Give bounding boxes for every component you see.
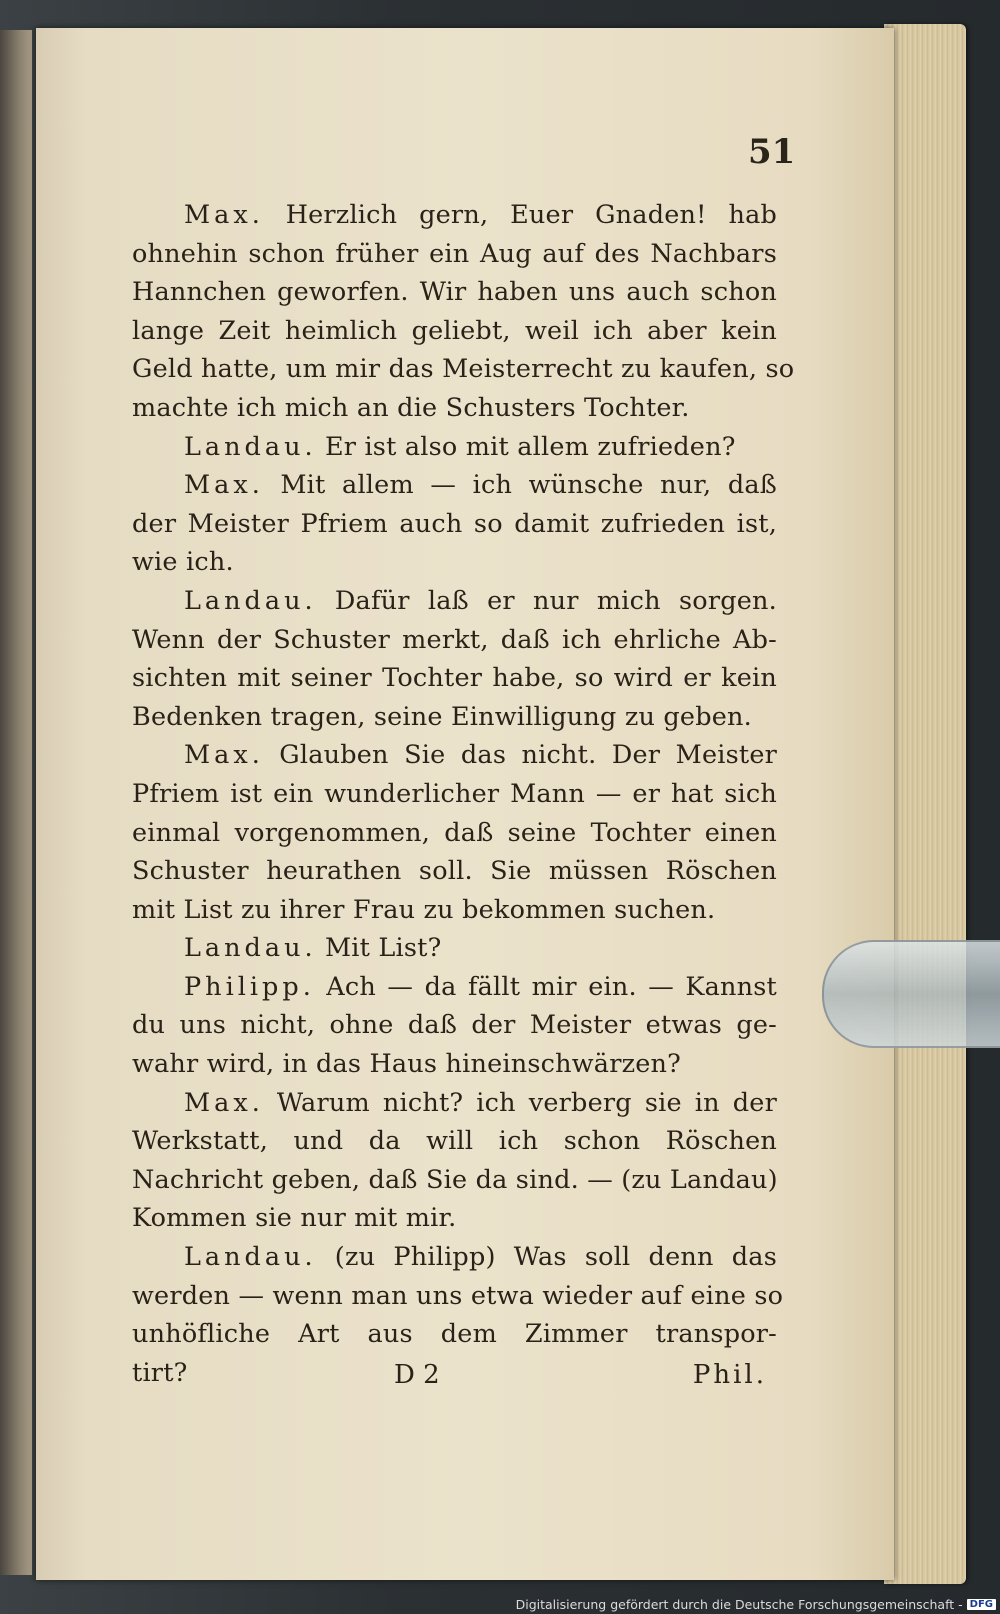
text-line: [132, 1238, 777, 1277]
line-text: ohnehin schon früher ein Aug auf des Nachbars: [132, 238, 777, 269]
text-line: [132, 968, 777, 1007]
line-text: Werkstatt, und da will ich schon Röschen: [132, 1126, 777, 1157]
text-line: [132, 1045, 777, 1084]
text-line: [132, 505, 777, 544]
line-text: werden — wenn man uns etwa wieder auf eine so: [132, 1280, 784, 1311]
text-line: [132, 428, 777, 467]
text-line: [132, 929, 777, 968]
text-line: [132, 736, 777, 775]
text-line: [132, 543, 777, 582]
text-line: [132, 582, 777, 621]
line-text: (zu Philipp) Was soll denn das: [334, 1242, 777, 1273]
dialogue-text: [132, 196, 795, 1392]
line-text: tirt?: [132, 1357, 188, 1388]
speaker-name: Max.: [184, 740, 264, 771]
line-text: einmal vorgenommen, daß seine Tochter einen: [132, 817, 777, 848]
page-number: 51: [748, 132, 796, 172]
text-line: [132, 312, 777, 351]
text-line: [132, 389, 777, 428]
text-line: [132, 466, 777, 505]
line-text: Mit allem — ich wünsche nur, daß: [280, 470, 777, 501]
text-line: [132, 814, 777, 853]
line-text: wie ich.: [132, 547, 234, 578]
text-line: [132, 1161, 777, 1200]
line-text: machte ich mich an die Schusters Tochter.: [132, 392, 690, 423]
text-line: [132, 891, 777, 930]
text-line: [132, 235, 777, 274]
line-text: Herzlich gern, Euer Gnaden! hab: [285, 200, 777, 230]
line-text: mit List zu ihrer Frau zu bekommen suchen.: [132, 894, 716, 925]
speaker-name: Landau.: [184, 933, 317, 964]
text-line: [132, 659, 777, 698]
line-text: Dafür laß er nur mich sorgen.: [334, 585, 777, 616]
text-line: [132, 698, 777, 737]
text-line: [132, 196, 777, 235]
text-line: [132, 350, 795, 389]
text-line: [132, 1277, 784, 1316]
line-text: wahr wird, in das Haus hineinschwärzen?: [132, 1049, 682, 1080]
line-text: Bedenken tragen, seine Einwilligung zu geben.: [132, 701, 752, 732]
speaker-name: Landau.: [184, 1242, 317, 1273]
signature-mark: D 2: [394, 1360, 440, 1390]
credit-text: Digitalisierung gefördert durch die Deutsche Forschungsgemeinschaft -: [515, 1597, 963, 1612]
line-text: der Meister Pfriem auch so damit zufrieden ist,: [132, 508, 777, 539]
line-text: Warum nicht? ich verberg sie in der: [276, 1087, 777, 1118]
text-line: [132, 273, 777, 312]
speaker-name: Landau.: [184, 585, 317, 616]
line-text: Glauben Sie das nicht. Der Meister: [279, 740, 778, 771]
line-text: Wenn der Schuster merkt, daß ich ehrliche Ab-: [132, 624, 777, 655]
text-line: [132, 1122, 777, 1161]
line-text: Pfriem ist ein wunderlicher Mann — er hat sich: [132, 778, 777, 809]
line-text: Mit List?: [324, 933, 442, 964]
text-line: [132, 1006, 777, 1045]
text-line: [132, 775, 777, 814]
dfg-logo: DFG: [967, 1599, 996, 1610]
previous-page-edge: [0, 30, 32, 1575]
speaker-name: Max.: [184, 1087, 264, 1118]
digitization-credit: [516, 1597, 996, 1612]
line-text: sichten mit seiner Tochter habe, so wird er kein: [132, 663, 777, 694]
line-text: Ach — da fällt mir ein. — Kannst: [326, 971, 777, 1002]
line-text: Schuster heurathen soll. Sie müssen Röschen: [132, 856, 777, 887]
speaker-name: Landau.: [184, 431, 317, 462]
page-footer: [132, 1357, 777, 1400]
line-text: Er ist also mit allem zufrieden?: [324, 431, 736, 462]
text-line: [132, 1084, 777, 1123]
line-text: Hannchen geworfen. Wir haben uns auch schon: [132, 277, 777, 308]
text-line: [132, 852, 777, 891]
speaker-name: Max.: [184, 200, 264, 230]
page-clip: [822, 940, 1000, 1048]
line-text: du uns nicht, ohne daß der Meister etwas ge-: [132, 1010, 777, 1041]
line-text: Geld hatte, um mir das Meisterrecht zu kaufen, so: [132, 354, 795, 385]
text-line: [132, 1199, 777, 1238]
line-text: Nachricht geben, daß Sie da sind. — (zu Landau): [132, 1164, 778, 1195]
page-stack-edge: [884, 24, 966, 1584]
text-line: [132, 621, 777, 660]
line-text: unhöfliche Art aus dem Zimmer transpor-: [132, 1319, 777, 1350]
line-text: lange Zeit heimlich geliebt, weil ich aber kein: [132, 315, 777, 346]
speaker-name: Philipp.: [184, 971, 315, 1002]
speaker-name: Max.: [184, 470, 264, 501]
text-line: [132, 1315, 777, 1354]
line-text: Kommen sie nur mit mir.: [132, 1203, 457, 1234]
catchword: Phil.: [692, 1360, 767, 1390]
